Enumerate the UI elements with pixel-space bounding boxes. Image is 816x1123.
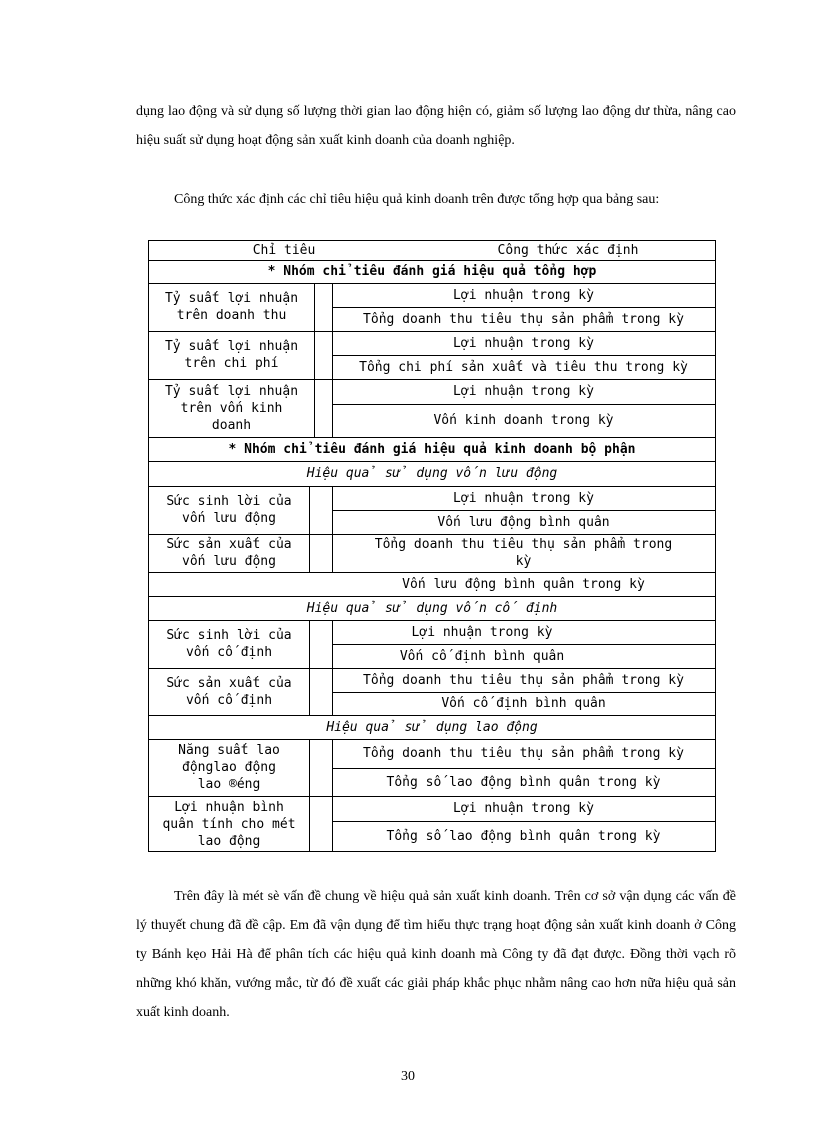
header-formula: Công thức xác định bbox=[497, 243, 639, 258]
formula-numerator: Lợi nhuận trong kỳ bbox=[453, 384, 594, 399]
subgroup-working-capital: Hiệu quả sử dụng vốn lưu động bbox=[306, 466, 558, 481]
formula-denominator: Vốn cố định bình quân bbox=[399, 648, 565, 664]
row-label-fixed-capital-return: Sức sinh lời của vốn cố định bbox=[166, 628, 292, 660]
row-label-working-capital-return: Sức sinh lời của vốn lưu động bbox=[166, 494, 292, 526]
formula-numerator: Lợi nhuận trong kỳ bbox=[453, 287, 594, 303]
row-label-profit-per-worker: Lợi nhuận bình quân tính cho mét lao động bbox=[162, 799, 296, 849]
formula-denominator: Vốn lưu động bình quân bbox=[437, 514, 610, 530]
formula-numerator: Tổng doanh thu tiêu thụ sản phẩm trong kỳ bbox=[363, 746, 684, 761]
paragraph-intro-text: Công thức xác định các chỉ tiêu hiệu quả kinh doanh trên được tổng hợp qua bảng sau: bbox=[174, 192, 660, 207]
group-heading-overall: * Nhóm chỉ tiêu đánh giá hiệu quả tổng hợp bbox=[267, 264, 597, 279]
paragraph-conclusion bbox=[136, 882, 736, 1027]
formula-numerator: Tổng doanh thu tiêu thụ sản phẩm trong kỳ bbox=[374, 537, 673, 569]
subgroup-labor: Hiệu quả sử dụng lao động bbox=[326, 719, 538, 735]
row-label-profit-on-capital: Tỷ suất lợi nhuận trên vốn kinh doanh bbox=[164, 383, 299, 433]
formula-denominator: Tổng số lao động bình quân trong kỳ bbox=[386, 774, 661, 790]
subgroup-fixed-capital: Hiệu quả sử dụng vốn cố định bbox=[306, 600, 558, 616]
indicator-formula-table bbox=[148, 240, 716, 852]
paragraph-conclusion-text: Trên đây là mét sè vấn đề chung về hiệu quả sản xuất kinh doanh. Trên cơ sở vận dụng các vấn đề lý thuyết chung đã đề cập. Em đã vận dụng để tìm hiểu thực trạng hoạt động sản xuất kinh doanh ở Công ty Bánh kẹo Hải Hà để phân tích các hiệu quả kinh doanh mà Công ty đã đạt được. Đồng thời vạch rõ những khó khăn, vướng mắc, từ đó đề xuất các giải pháp khắc phục nhằm nâng cao hơn nữa hiệu quả sản xuất kinh doanh. bbox=[136, 889, 736, 1020]
formula-denominator: Tổng chi phí sản xuất và tiêu thu trong kỳ bbox=[359, 359, 688, 375]
formula-numerator: Lợi nhuận trong kỳ bbox=[453, 335, 594, 351]
formula-numerator: Lợi nhuận trong kỳ bbox=[453, 801, 594, 816]
formula-numerator: Tổng doanh thu tiêu thụ sản phẩm trong kỳ bbox=[363, 672, 684, 688]
group-heading-partial: * Nhóm chỉ tiêu đánh giá hiệu quả kinh doanh bộ phận bbox=[228, 441, 636, 457]
formula-numerator: Lợi nhuận trong kỳ bbox=[453, 490, 594, 506]
formula-denominator: Vốn cố định bình quân bbox=[441, 696, 606, 711]
row-label-profit-on-revenue: Tỷ suất lợi nhuận trên doanh thu bbox=[164, 291, 299, 323]
header-indicator: Chỉ tiêu bbox=[252, 243, 316, 258]
formula-denominator: Tổng số lao động bình quân trong kỳ bbox=[386, 829, 661, 844]
page-number: 30 bbox=[401, 1069, 415, 1084]
row-label-working-capital-output: Sức sản xuất của vốn lưu động bbox=[166, 537, 292, 569]
formula-denominator: Vốn kinh doanh trong kỳ bbox=[433, 413, 614, 428]
row-label-fixed-capital-output: Sức sản xuất của vốn cố định bbox=[166, 675, 292, 708]
row-label-profit-on-cost: Tỷ suất lợi nhuận trên chi phí bbox=[164, 339, 299, 371]
formula-numerator: Lợi nhuận trong kỳ bbox=[411, 624, 553, 640]
paragraph-intro-table bbox=[136, 185, 736, 214]
row-label-labor-productivity: Năng suất lao độnglao động lao ®éng bbox=[178, 743, 280, 792]
paragraph-continuation: dụng lao động và sử dụng số lượng thời gian lao động hiện có, giảm số lượng lao động dư thừa, nâng cao hiệu suất sử dụng hoạt động sản xuất kinh doanh của doanh nghiệp. bbox=[136, 104, 736, 148]
formula-denominator: Vốn lưu động bình quân trong kỳ bbox=[402, 576, 645, 592]
formula-denominator: Tổng doanh thu tiêu thụ sản phẩm trong kỳ bbox=[363, 311, 684, 327]
